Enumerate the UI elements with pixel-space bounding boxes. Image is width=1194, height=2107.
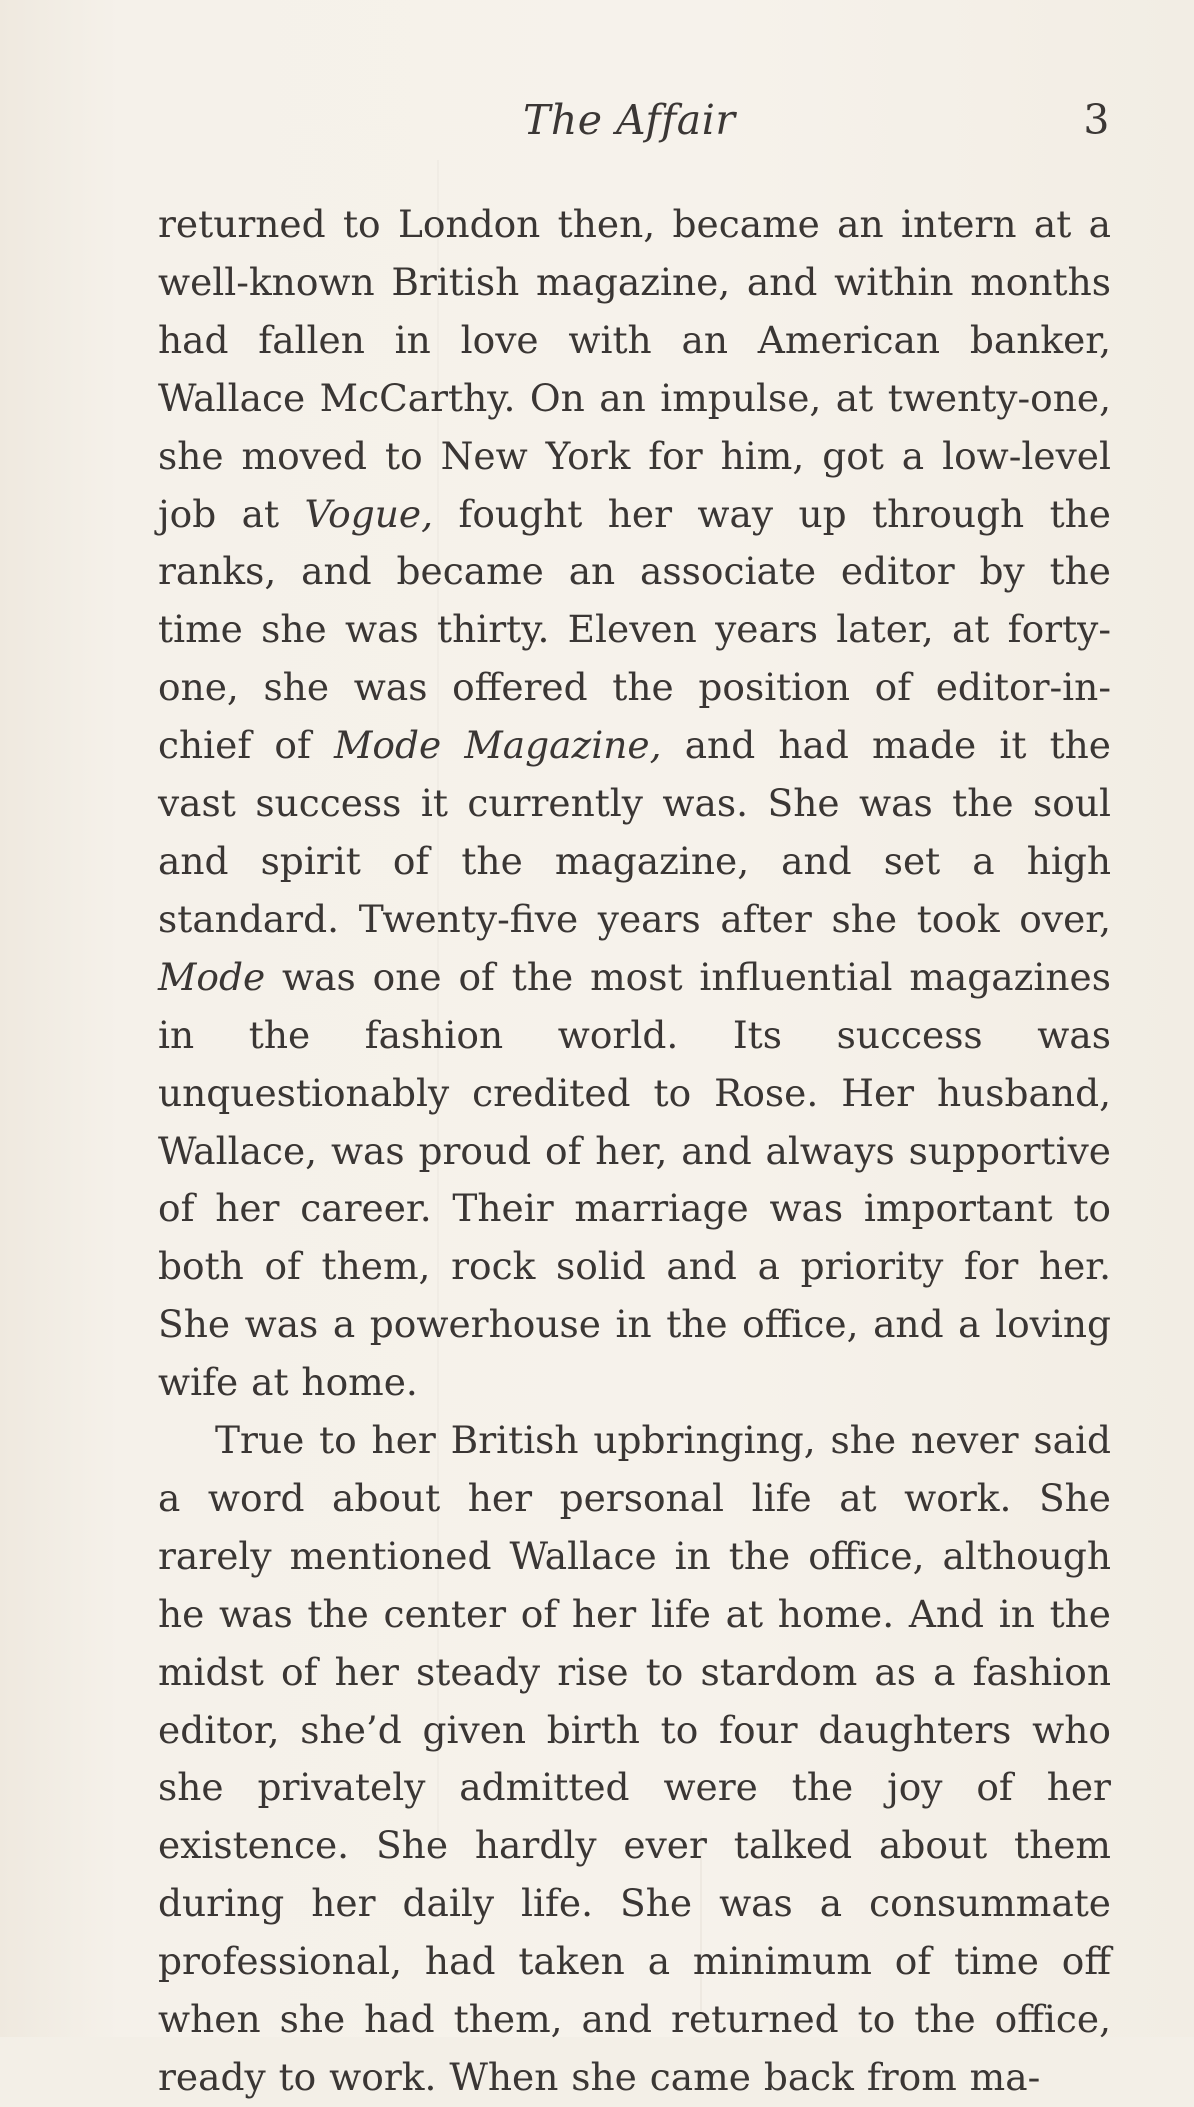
body-text (158, 196, 1111, 2107)
running-head (0, 96, 1194, 156)
paragraph-1 (158, 196, 1111, 1412)
italic-title-mode: Mode (158, 954, 266, 999)
page-number: 3 (1083, 96, 1110, 144)
text-run: was one of the most influential magazines in the fashion world. Its success was unquestionably credited to Rose. Her husband, Wallace, was proud of her, and always supportive of her career. Their marriage was important to both of them, rock solid and a priority for her. She was a powerhouse in the office, and a loving wife at home. (158, 954, 1111, 1405)
paragraph-2: True to her British upbringing, she never said a word about her personal life at work. She rarely mentioned Wallace in the office, although he was the center of her life at home. And in the midst of her steady rise to stardom as a fashion editor, she’d given birth to four daughters who she privately admitted were the joy of her existence. She hardly ever talked about them during her daily life. She was a consummate professional, had taken a minimum of time off when she had them, and returned to the office, ready to work. When she came back from ma- (158, 1418, 1111, 2099)
italic-title-mode-magazine: Mode Magazine, (334, 723, 662, 768)
running-title: The Affair (523, 96, 736, 144)
italic-title-vogue: Vogue, (304, 491, 434, 536)
text-run: and had made it the vast success it currently was. She was the soul and spirit of the magazine, and set a high standard. Twenty-five years after she took over, (158, 723, 1111, 941)
text-run: fought her way up through the ranks, and became an associate editor by the time she was thirty. Eleven years later, at forty-one, she was offered the position of editor-in-chief of (158, 491, 1111, 768)
text-run: returned to London then, became an intern at a well-known British magazine, and within months had fallen in love with an American banker, Wallace McCarthy. On an impulse, at twenty-one, she moved to New York for him, got a low-level job at (158, 202, 1111, 536)
